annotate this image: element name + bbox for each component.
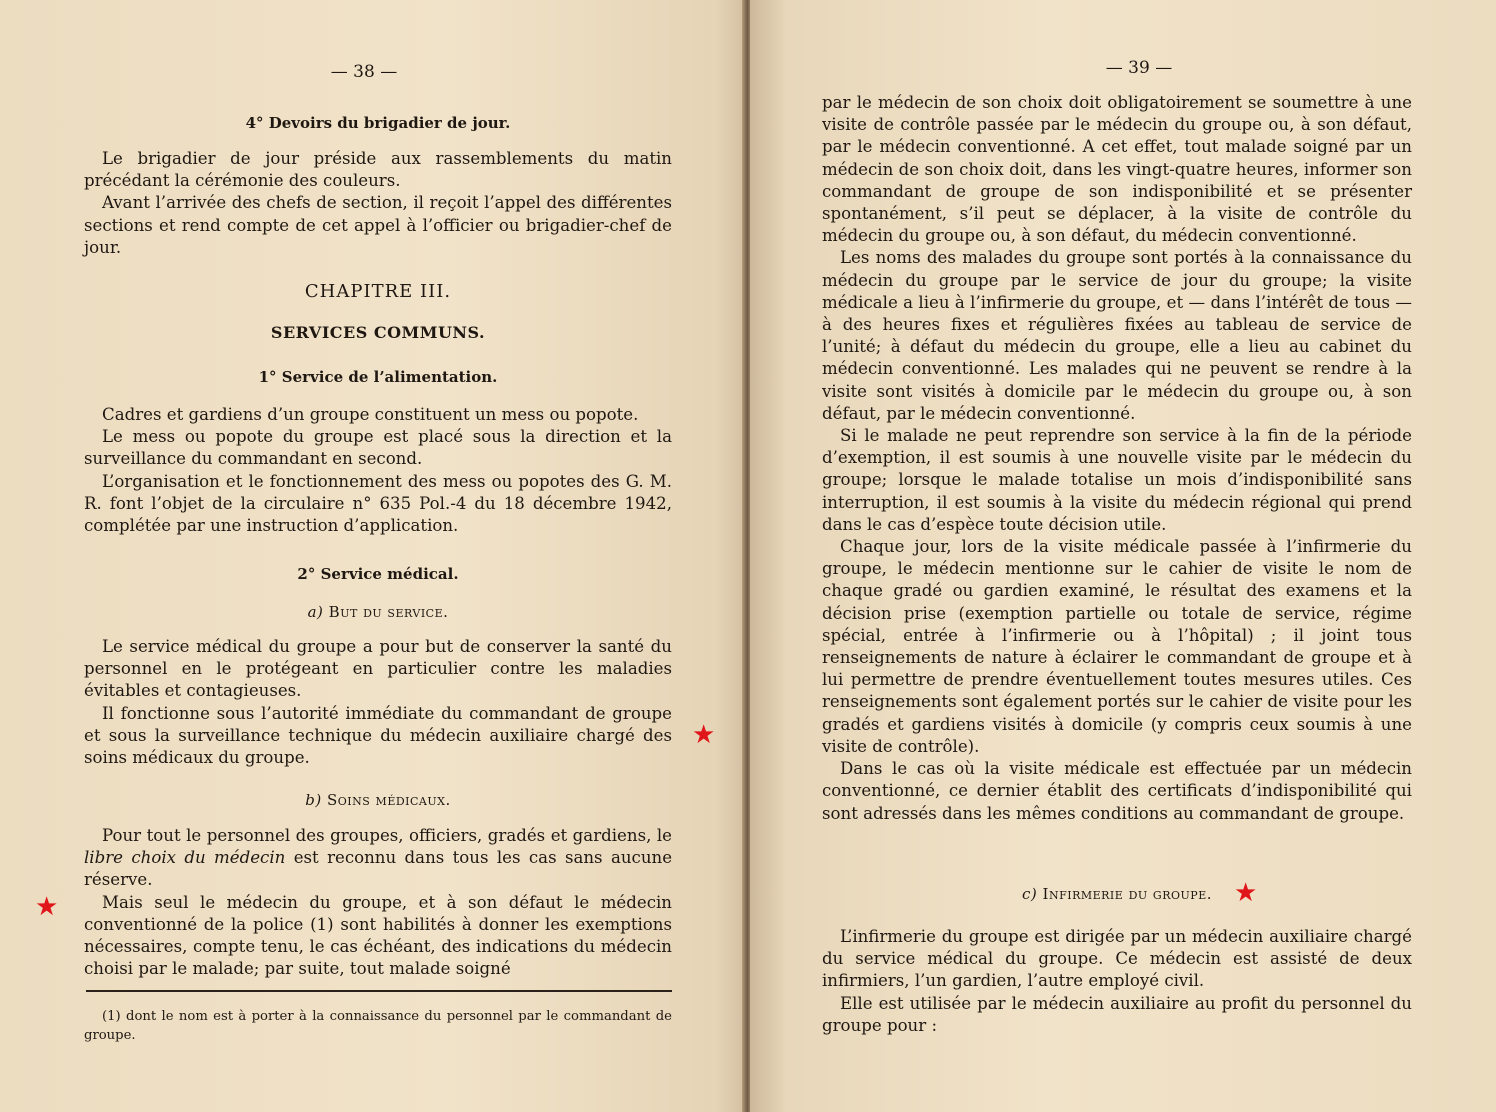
paragraph: Dans le cas où la visite médicale est effectuée par un médecin conventionné, ce dernier établit des certificats d’indisponibilité qui sont adressés dans les mêmes conditions au commandant de groupe. xyxy=(822,759,1412,823)
paragraph: Avant l’arrivée des chefs de section, il reçoit l’appel des différentes sections et rend compte de cet appel à l’officier ou brigadier-chef de jour. xyxy=(84,193,672,257)
subsection-letter: c) xyxy=(1022,885,1038,903)
subsection-letter: a) xyxy=(307,603,324,621)
subsection-title: Infirmerie du groupe. xyxy=(1042,885,1212,903)
subsection-letter: b) xyxy=(305,791,322,809)
subsection-title: But du service. xyxy=(328,603,449,621)
chapter-heading: CHAPITRE III. xyxy=(304,281,452,302)
right-page xyxy=(750,0,1496,1112)
subsection-infirmerie-text xyxy=(822,926,1412,1037)
paragraph: Il fonctionne sous l’autorité immédiate du commandant de groupe et sous la surveillance technique du médecin auxiliaire chargé des soins médicaux du groupe. xyxy=(84,703,672,768)
footnote xyxy=(84,1007,672,1045)
subsection-heading-infirmerie xyxy=(822,885,1412,903)
paragraph: L’infirmerie du groupe est dirigée par un médecin auxiliaire chargé du service médical du groupe. Ce médecin est assisté de deux infirmiers, l’un gardien, l’autre employé civil. xyxy=(822,927,1412,991)
paragraph: Mais seul le médecin du groupe, et à son défaut le médecin conventionné de la police (1) sont habilités à donner les exemptions nécessaires, compte tenu, le cas échéant, des indications du médecin choisi par le malade; par suite, tout malade soigné xyxy=(84,892,672,979)
italic-emphasis: libre choix du médecin xyxy=(84,848,286,868)
page-number-38: — 38 — xyxy=(330,62,398,82)
subsection-but-text xyxy=(84,636,672,769)
subsection-soins-text xyxy=(84,825,672,980)
services-heading: SERVICES COMMUNS. xyxy=(270,323,486,342)
paragraph: Les noms des malades du groupe sont portés à la connaissance du médecin du groupe par le service de jour du groupe; la visite médicale a lieu à l’infirmerie du groupe, et — dans l’intérêt de tous — à des heures fixes et régulières fixées au tableau de service de l’unité; à défaut du médecin du groupe, elle a lieu au cabinet du médecin conventionné. Les malades qui ne peuvent se rendre à la visite sont visités à domicile par le médecin du groupe ou, à son défaut, par le médecin conventionné. xyxy=(822,248,1412,423)
text-run: Pour tout le personnel des groupes, officiers, gradés et gardiens, le xyxy=(102,826,672,845)
right-page-main-text xyxy=(822,92,1412,825)
subsection-heading-but xyxy=(84,603,672,621)
section-heading-alimentation: 1° Service de l’alimentation. xyxy=(258,368,498,386)
left-page xyxy=(0,0,746,1112)
red-star-icon: ★ xyxy=(692,720,716,750)
paragraph: Le mess ou popote du groupe est placé sous la direction et la surveillance du commandant en second. xyxy=(84,427,672,469)
paragraph: Chaque jour, lors de la visite médicale passée à l’infirmerie du groupe, le médecin mentionne sur le cahier de visite le nom de chaque gradé ou gardien examiné, le résultat des examens et la décision prise (exemption partielle ou totale de service, régime spécial, entrée à l’infirmerie ou à l’hôpital) ; il joint tous renseignements de nature à éclairer le commandant de groupe et à lui permettre de prendre éventuellement toutes mesures utiles. Ces renseignements sont également portés sur le cahier de visite pour les gradés et gardiens visités à domicile (y compris ceux soumis à une visite de contrôle). xyxy=(822,537,1412,756)
paragraph: Le service médical du groupe a pour but de conserver la santé du personnel en le protégeant en particulier contre les maladies évitables et contagieuses. xyxy=(84,637,672,701)
section-heading-brigadier: 4° Devoirs du brigadier de jour. xyxy=(245,114,511,132)
subsection-heading-soins xyxy=(84,791,672,809)
paragraph: Le brigadier de jour préside aux rassemblements du matin précédant la cérémonie des couleurs. xyxy=(84,149,672,191)
red-star-icon: ★ xyxy=(35,892,59,922)
paragraph: Cadres et gardiens d’un groupe constituent un mess ou popote. xyxy=(102,405,639,424)
page-number-39: — 39 — xyxy=(1105,58,1173,78)
paragraph: Elle est utilisée par le médecin auxiliaire au profit du personnel du groupe pour : xyxy=(822,993,1412,1035)
paragraph: L’organisation et le fonctionnement des mess ou popotes des G. M. R. font l’objet de la circulaire n° 635 Pol.-4 du 18 décembre 1942, complétée par une instruction d’application. xyxy=(84,471,672,536)
footnote-text: (1) dont le nom est à porter à la connaissance du personnel par le commandant de groupe. xyxy=(84,1009,672,1043)
section-brigadier-text xyxy=(84,148,672,259)
footnote-separator xyxy=(86,990,672,992)
paragraph: Si le malade ne peut reprendre son service à la fin de la période d’exemption, il est soumis à une nouvelle visite par le médecin du groupe; lorsque le malade totalise un mois d’indisponibilité sans interruption, il est soumis à la visite du médecin régional qui prend dans le cas d’espèce toute décision utile. xyxy=(822,426,1412,534)
text-run: est reconnu dans tous les cas sans aucune réserve. xyxy=(84,848,673,890)
section-heading-medical: 2° Service médical. xyxy=(297,565,459,583)
subsection-title: Soins médicaux. xyxy=(326,791,451,809)
paragraph xyxy=(84,825,672,892)
red-star-icon: ★ xyxy=(1234,878,1258,908)
section-alimentation-text xyxy=(84,404,672,537)
paragraph: par le médecin de son choix doit obligatoirement se soumettre à une visite de contrôle passée par le médecin du groupe ou, à son défaut, par le médecin conventionné. A cet effet, tout malade soigné par un médecin de son choix doit, dans les vingt-quatre heures, informer son commandant de groupe de son indisponibilité et se présenter spontanément, s’il peut se déplacer, à la visite de contrôle du médecin du groupe ou, à son défaut, du médecin conventionné. xyxy=(822,93,1412,246)
